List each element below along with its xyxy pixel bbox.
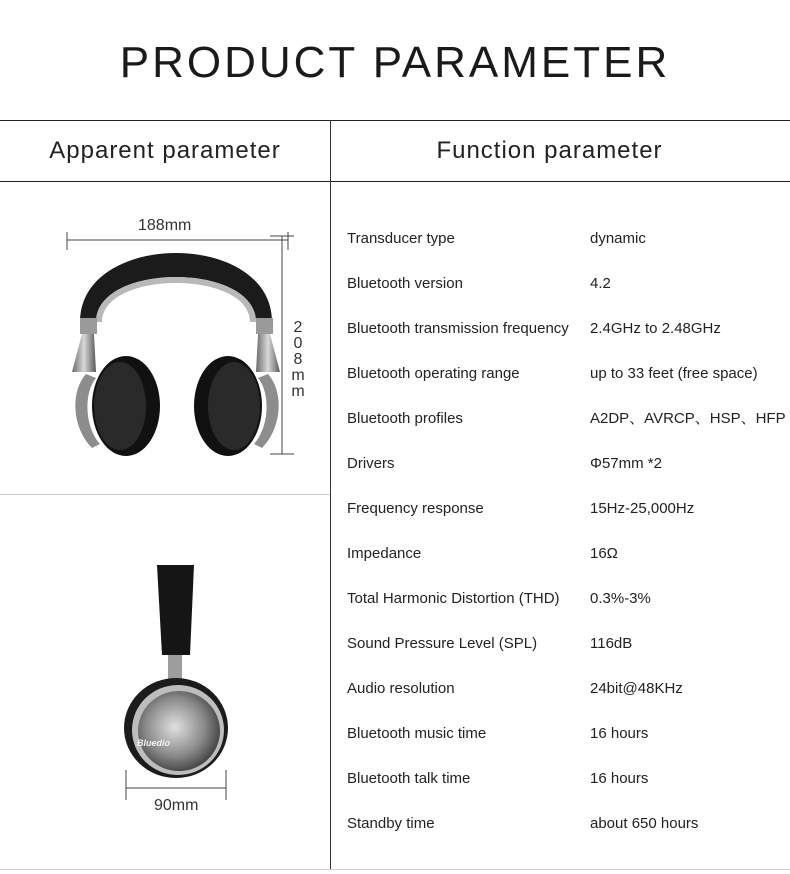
function-parameter-heading: Function parameter bbox=[436, 137, 663, 164]
depth-dimension-label: 90mm bbox=[154, 797, 199, 814]
parameter-label: Transducer type bbox=[347, 230, 455, 247]
page-title: PRODUCT PARAMETER bbox=[119, 38, 671, 87]
parameter-value: 4.2 bbox=[590, 275, 611, 292]
parameter-label: Bluetooth transmission frequency bbox=[347, 320, 569, 337]
parameter-row bbox=[347, 261, 787, 306]
parameter-label: Bluetooth talk time bbox=[347, 770, 471, 787]
height-char: 0 bbox=[293, 335, 303, 352]
parameter-row bbox=[347, 216, 787, 261]
height-dimension-label bbox=[291, 320, 305, 400]
parameter-value: 116dB bbox=[590, 635, 633, 652]
left-section-divider bbox=[0, 494, 330, 495]
parameter-value: 16 hours bbox=[590, 770, 649, 787]
height-char: 2 bbox=[293, 319, 303, 336]
function-parameter-table bbox=[347, 216, 787, 846]
parameter-row bbox=[347, 396, 787, 441]
parameter-row bbox=[347, 441, 787, 486]
parameter-label: Drivers bbox=[347, 455, 395, 472]
parameter-value: Φ57mm *2 bbox=[590, 455, 662, 472]
parameter-value: about 650 hours bbox=[590, 815, 699, 832]
parameter-row bbox=[347, 306, 787, 351]
height-char: m bbox=[291, 383, 305, 400]
column-divider bbox=[330, 120, 331, 870]
width-dimension-label: 188mm bbox=[138, 217, 192, 234]
parameter-label: Bluetooth operating range bbox=[347, 365, 520, 382]
parameter-label: Bluetooth version bbox=[347, 275, 463, 292]
parameter-value: dynamic bbox=[590, 230, 646, 247]
parameter-row bbox=[347, 576, 787, 621]
parameter-label: Sound Pressure Level (SPL) bbox=[347, 635, 538, 652]
parameter-value: 24bit@48KHz bbox=[590, 680, 683, 697]
parameter-row bbox=[347, 711, 787, 756]
parameter-row bbox=[347, 486, 787, 531]
parameter-label: Total Harmonic Distortion (THD) bbox=[347, 590, 560, 607]
depth-dimension-line bbox=[0, 0, 1, 1]
parameter-label: Impedance bbox=[347, 545, 422, 562]
parameter-value: 0.3%-3% bbox=[590, 590, 651, 607]
bluedio-logo: Bluedio bbox=[137, 738, 170, 748]
parameter-value: 16Ω bbox=[590, 545, 618, 562]
parameter-value: 2.4GHz to 2.48GHz bbox=[590, 320, 721, 337]
parameter-row bbox=[347, 756, 787, 801]
parameter-row bbox=[347, 801, 787, 846]
parameter-value: 15Hz-25,000Hz bbox=[590, 500, 695, 517]
apparent-parameter-heading: Apparent parameter bbox=[49, 137, 281, 164]
parameter-label: Bluetooth music time bbox=[347, 725, 487, 742]
parameter-value: up to 33 feet (free space) bbox=[590, 365, 758, 382]
parameter-row bbox=[347, 666, 787, 711]
parameter-label: Bluetooth profiles bbox=[347, 410, 463, 427]
parameter-row bbox=[347, 531, 787, 576]
parameter-value: 16 hours bbox=[590, 725, 649, 742]
parameter-label: Standby time bbox=[347, 815, 435, 832]
height-char: m bbox=[291, 367, 305, 384]
parameter-row bbox=[347, 351, 787, 396]
parameter-value: A2DP、AVRCP、HSP、HFP bbox=[590, 410, 786, 427]
bottom-divider bbox=[0, 869, 790, 870]
parameter-label: Audio resolution bbox=[347, 680, 455, 697]
parameter-row bbox=[347, 621, 787, 666]
parameter-label: Frequency response bbox=[347, 500, 484, 517]
height-char: 8 bbox=[293, 351, 303, 368]
